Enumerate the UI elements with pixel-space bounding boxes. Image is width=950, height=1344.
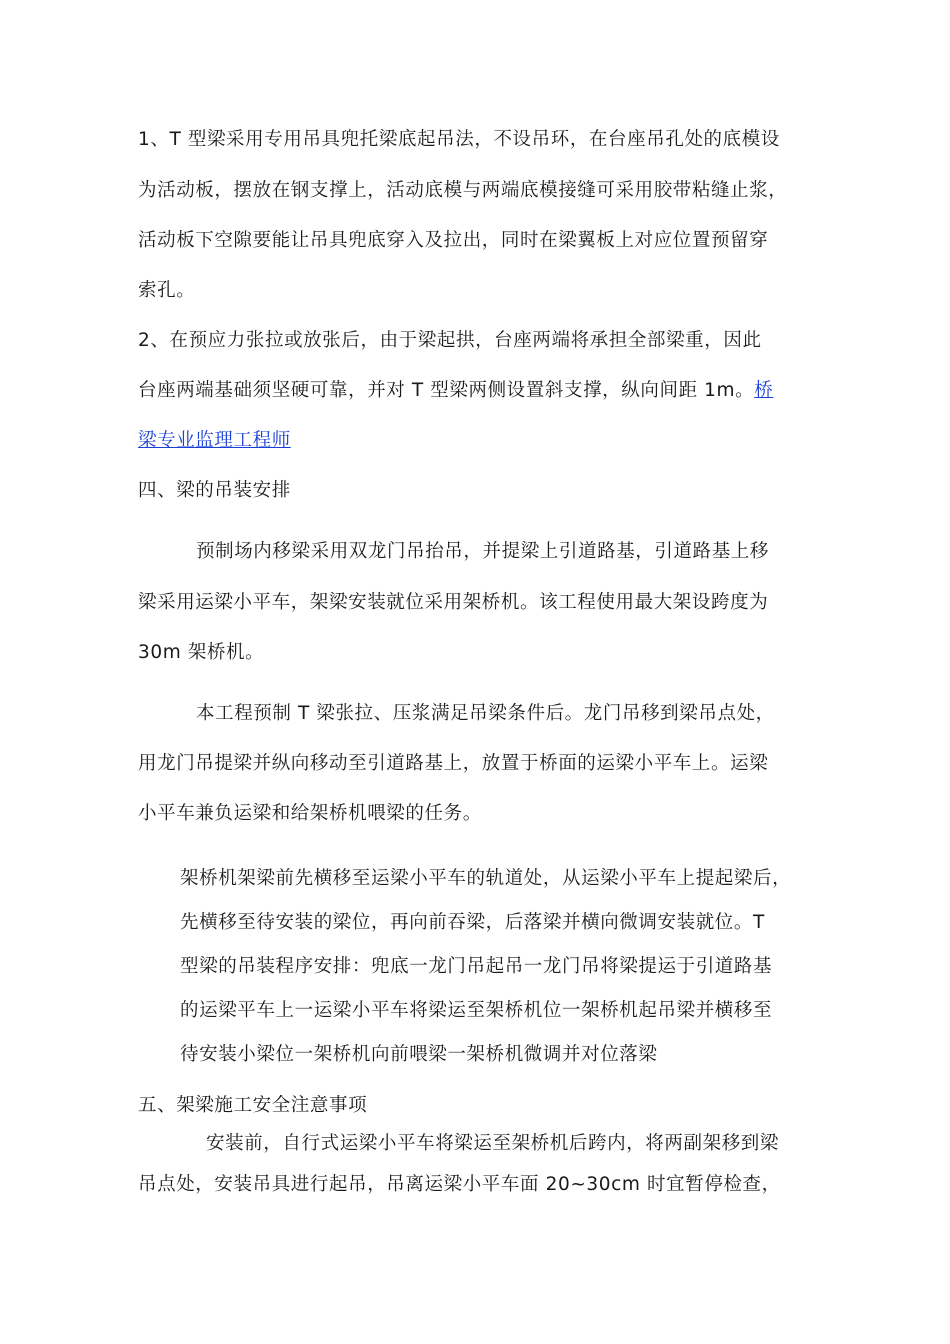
paragraph-2-line-1: 2、在预应力张拉或放张后，由于梁起拱，台座两端将承担全部梁重，因此 <box>138 330 762 351</box>
paragraph-6-line-2: 吊点处，安装吊具进行起吊，吊离运梁小平车面 20~30cm 时宜暂停检查， <box>138 1174 781 1195</box>
paragraph-1-line-4: 索孔。 <box>138 280 196 301</box>
paragraph-1-line-3: 活动板下空隙要能让吊具兜底穿入及拉出，同时在梁翼板上对应位置预留穿 <box>138 230 769 251</box>
paragraph-2-line-2 <box>138 379 773 403</box>
paragraph-5-line-2: 先横移至待安装的梁位，再向前吞梁，后落梁并横向微调安装就位。T <box>180 912 765 933</box>
paragraph-2-line-3 <box>138 429 291 453</box>
bridge-supervisor-link-part-2[interactable]: 梁专业监理工程师 <box>138 430 291 451</box>
paragraph-3-line-3: 30m 架桥机。 <box>138 642 265 663</box>
paragraph-5-line-5: 待安装小梁位一架桥机向前喂梁一架桥机微调并对位落梁 <box>180 1044 658 1065</box>
paragraph-3-line-2: 梁采用运梁小平车，架梁安装就位采用架桥机。该工程使用最大架设跨度为 <box>138 592 769 613</box>
paragraph-4-line-1: 本工程预制 T 梁张拉、压浆满足吊梁条件后。龙门吊移到梁吊点处， <box>196 703 775 724</box>
paragraph-2-line-2-text: 台座两端基础须坚硬可靠，并对 T 型梁两侧设置斜支撑，纵向间距 1m。 <box>138 380 755 401</box>
paragraph-3-line-1: 预制场内移梁采用双龙门吊抬吊，并提梁上引道路基，引道路基上移 <box>196 541 770 562</box>
bridge-supervisor-link-part-1[interactable]: 桥 <box>754 380 774 401</box>
paragraph-5-line-1: 架桥机架梁前先横移至运梁小平车的轨道处，从运梁小平车上提起梁后， <box>180 868 792 889</box>
paragraph-5-line-4: 的运梁平车上一运梁小平车将梁运至架桥机位一架桥机起吊梁并横移至 <box>180 1000 773 1021</box>
section-heading-4: 四、梁的吊装安排 <box>138 480 291 501</box>
paragraph-5-line-3: 型梁的吊装程序安排：兜底一龙门吊起吊一龙门吊将梁提运于引道路基 <box>180 956 773 977</box>
section-heading-5: 五、架梁施工安全注意事项 <box>138 1095 368 1116</box>
paragraph-1-line-1: 1、T 型梁采用专用吊具兜托梁底起吊法，不设吊环，在台座吊孔处的底模设 <box>138 129 780 150</box>
paragraph-6-line-1: 安装前，自行式运梁小平车将梁运至架桥机后跨内，将两副架移到梁 <box>206 1133 780 1154</box>
paragraph-4-line-3: 小平车兼负运梁和给架桥机喂梁的任务。 <box>138 803 482 824</box>
paragraph-4-line-2: 用龙门吊提梁并纵向移动至引道路基上，放置于桥面的运梁小平车上。运梁 <box>138 753 769 774</box>
paragraph-1-line-2: 为活动板，摆放在钢支撑上，活动底模与两端底模接缝可采用胶带粘缝止浆， <box>138 180 788 201</box>
